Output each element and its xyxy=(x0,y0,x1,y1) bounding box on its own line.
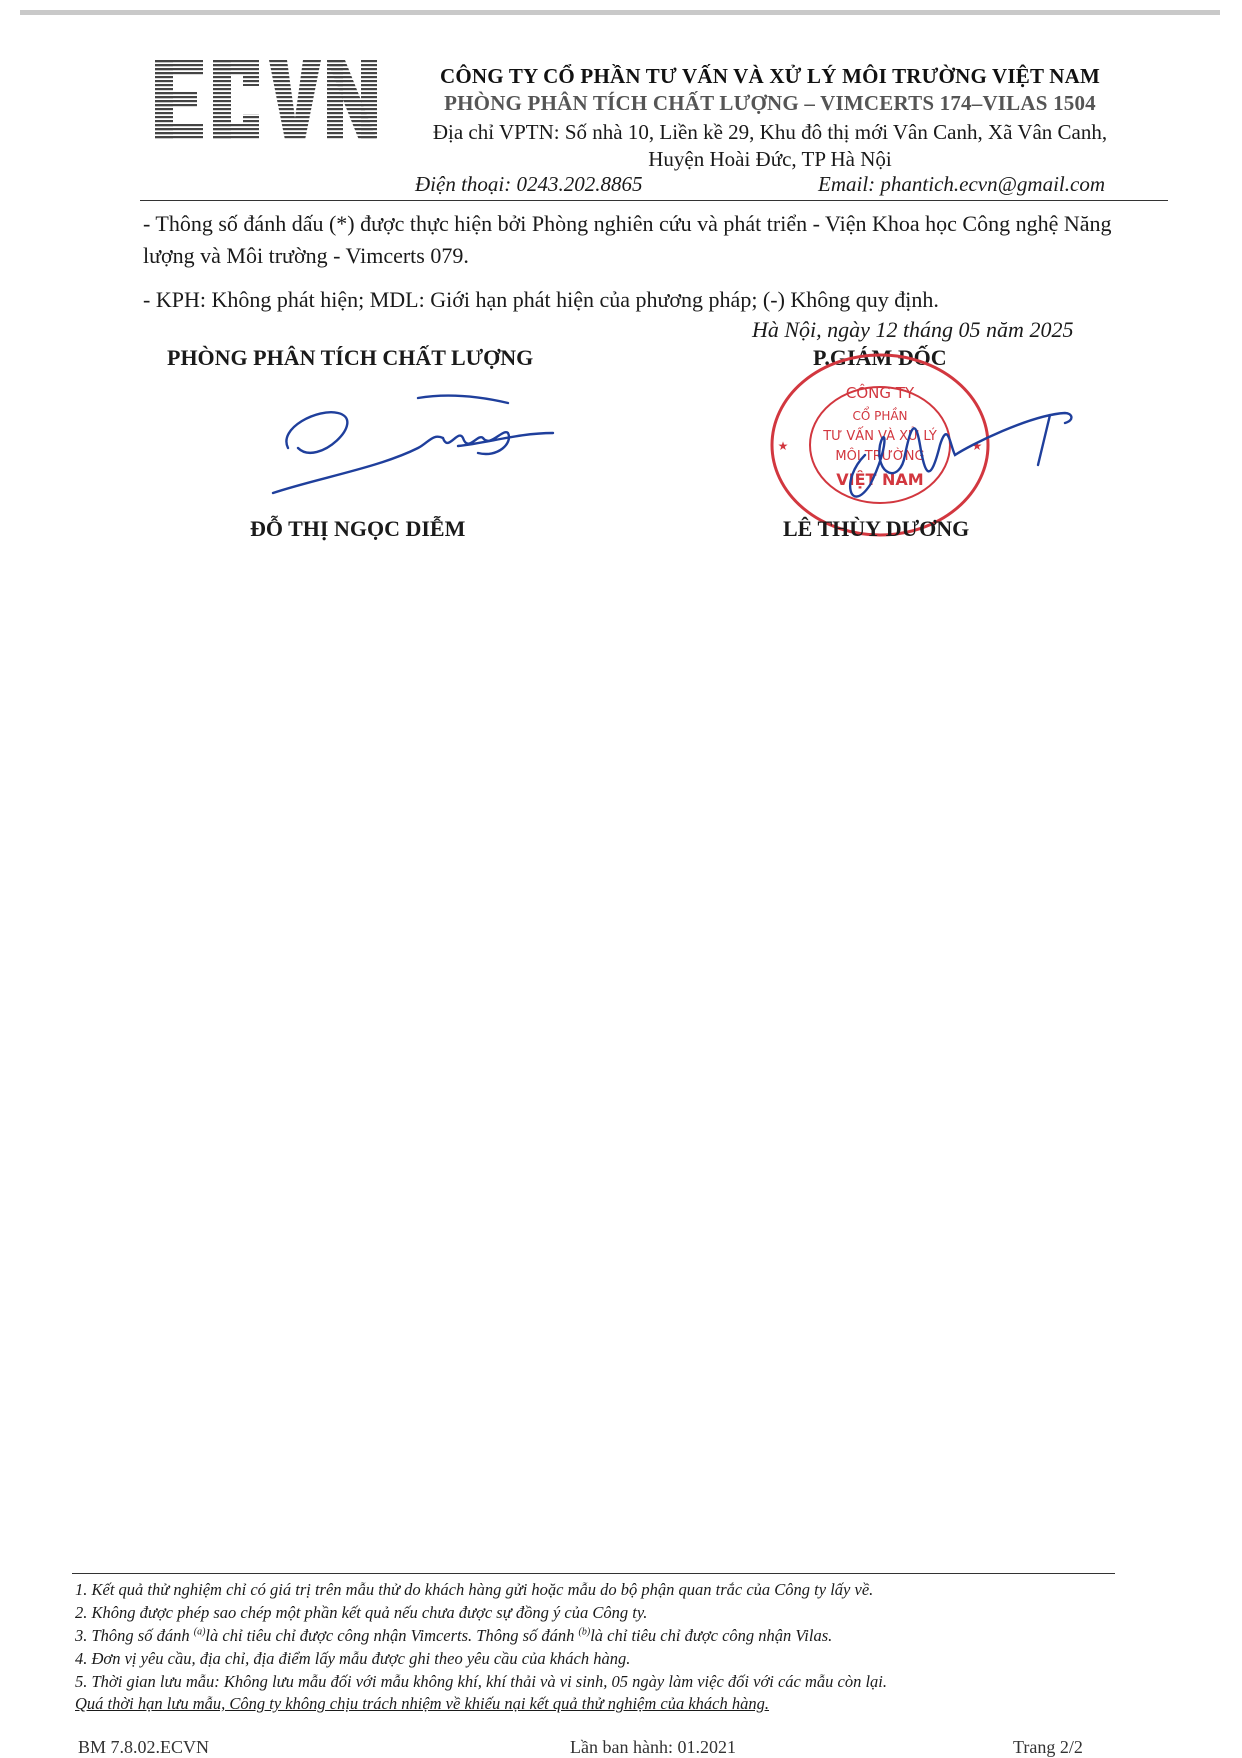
issue-number: Lần ban hành: 01.2021 xyxy=(570,1737,736,1757)
company-name: CÔNG TY CỔ PHẦN TƯ VẤN VÀ XỬ LÝ MÔI TRƯỜNG VIỆT NAM xyxy=(439,64,1101,88)
deputy-director-title: P.GIÁM ĐỐC xyxy=(813,345,947,370)
svg-text:MÔI TRƯỜNG: MÔI TRƯỜNG xyxy=(835,449,925,464)
svg-text:★: ★ xyxy=(971,439,983,453)
footnote-6: Quá thời hạn lưu mẫu, Công ty không chịu trách nhiệm về khiếu nại kết quả thử nghiệm của khách hàng. xyxy=(75,1694,770,1713)
email-address: Email: phantich.ecvn@gmail.com xyxy=(818,172,1105,196)
issue-date: Hà Nội, ngày 12 tháng 05 năm 2025 xyxy=(752,317,1074,342)
ecvn-logo xyxy=(155,60,377,140)
lab-name: PHÒNG PHÂN TÍCH CHẤT LƯỢNG – VIMCERTS 174–VILAS 1504 xyxy=(444,91,1096,115)
signature-right xyxy=(810,385,1080,515)
footnote-5: 5. Thời gian lưu mẫu: Không lưu mẫu đối với mẫu không khí, khí thải và vi sinh, 05 ngày làm việc đối với các mẫu còn lại. xyxy=(75,1672,888,1691)
lab-department-title: PHÒNG PHÂN TÍCH CHẤT LƯỢNG xyxy=(167,345,534,370)
signature-left xyxy=(258,388,558,508)
company-block xyxy=(400,64,1140,172)
address-line-1: Địa chỉ VPTN: Số nhà 10, Liền kề 29, Khu đô thị mới Vân Canh, Xã Vân Canh, xyxy=(432,120,1108,144)
svg-text:CÔNG TY: CÔNG TY xyxy=(845,384,915,402)
address-line-2: Huyện Hoài Đức, TP Hà Nội xyxy=(648,147,892,171)
footnote-2: 2. Không được phép sao chép một phần kết quả nếu chưa được sự đồng ý của Công ty. xyxy=(75,1603,648,1622)
svg-text:TƯ VẤN VÀ XỬ LÝ: TƯ VẤN VÀ XỬ LÝ xyxy=(823,429,937,444)
header-divider xyxy=(140,200,1168,201)
svg-text:CỔ PHẦN: CỔ PHẦN xyxy=(852,409,908,423)
page-number: Trang 2/2 xyxy=(1013,1737,1083,1757)
note-abbreviations: - KPH: Không phát hiện; MDL: Giới hạn phát hiện của phương pháp; (-) Không quy định. xyxy=(143,287,939,312)
footnote-4: 4. Đơn vị yêu cầu, địa chỉ, địa điểm lấy mẫu được ghi theo yêu cầu của khách hàng. xyxy=(75,1649,631,1668)
note-marked-parameters: - Thông số đánh dấu (*) được thực hiện bởi Phòng nghiên cứu và phát triển - Viện Khoa học Công nghệ Năng lượng và Môi trường - Vimcerts 079. xyxy=(143,211,1112,268)
signer-left-name: ĐỖ THỊ NGỌC DIỄM xyxy=(250,516,466,541)
footnote-3: 3. Thông số đánh $^{(a)}$là chỉ tiêu chỉ được công nhận Vimcerts. Thông số đánh $^{(b)}$là chỉ tiêu chỉ được công nhận Vilas. xyxy=(75,1626,833,1645)
signer-right-name: LÊ THÙY DƯƠNG xyxy=(783,516,970,541)
scan-edge xyxy=(20,10,1220,15)
phone-number: Điện thoại: 0243.202.8865 xyxy=(415,172,643,196)
svg-text:★: ★ xyxy=(777,439,789,453)
footnote-1: 1. Kết quả thử nghiệm chỉ có giá trị trên mẫu thử do khách hàng gửi hoặc mẫu do bộ phận quan trắc của Công ty lấy về. xyxy=(75,1580,874,1599)
svg-text:VIỆT NAM: VIỆT NAM xyxy=(836,470,924,489)
form-code: BM 7.8.02.ECVN xyxy=(78,1737,210,1757)
footer-divider xyxy=(72,1573,1115,1574)
